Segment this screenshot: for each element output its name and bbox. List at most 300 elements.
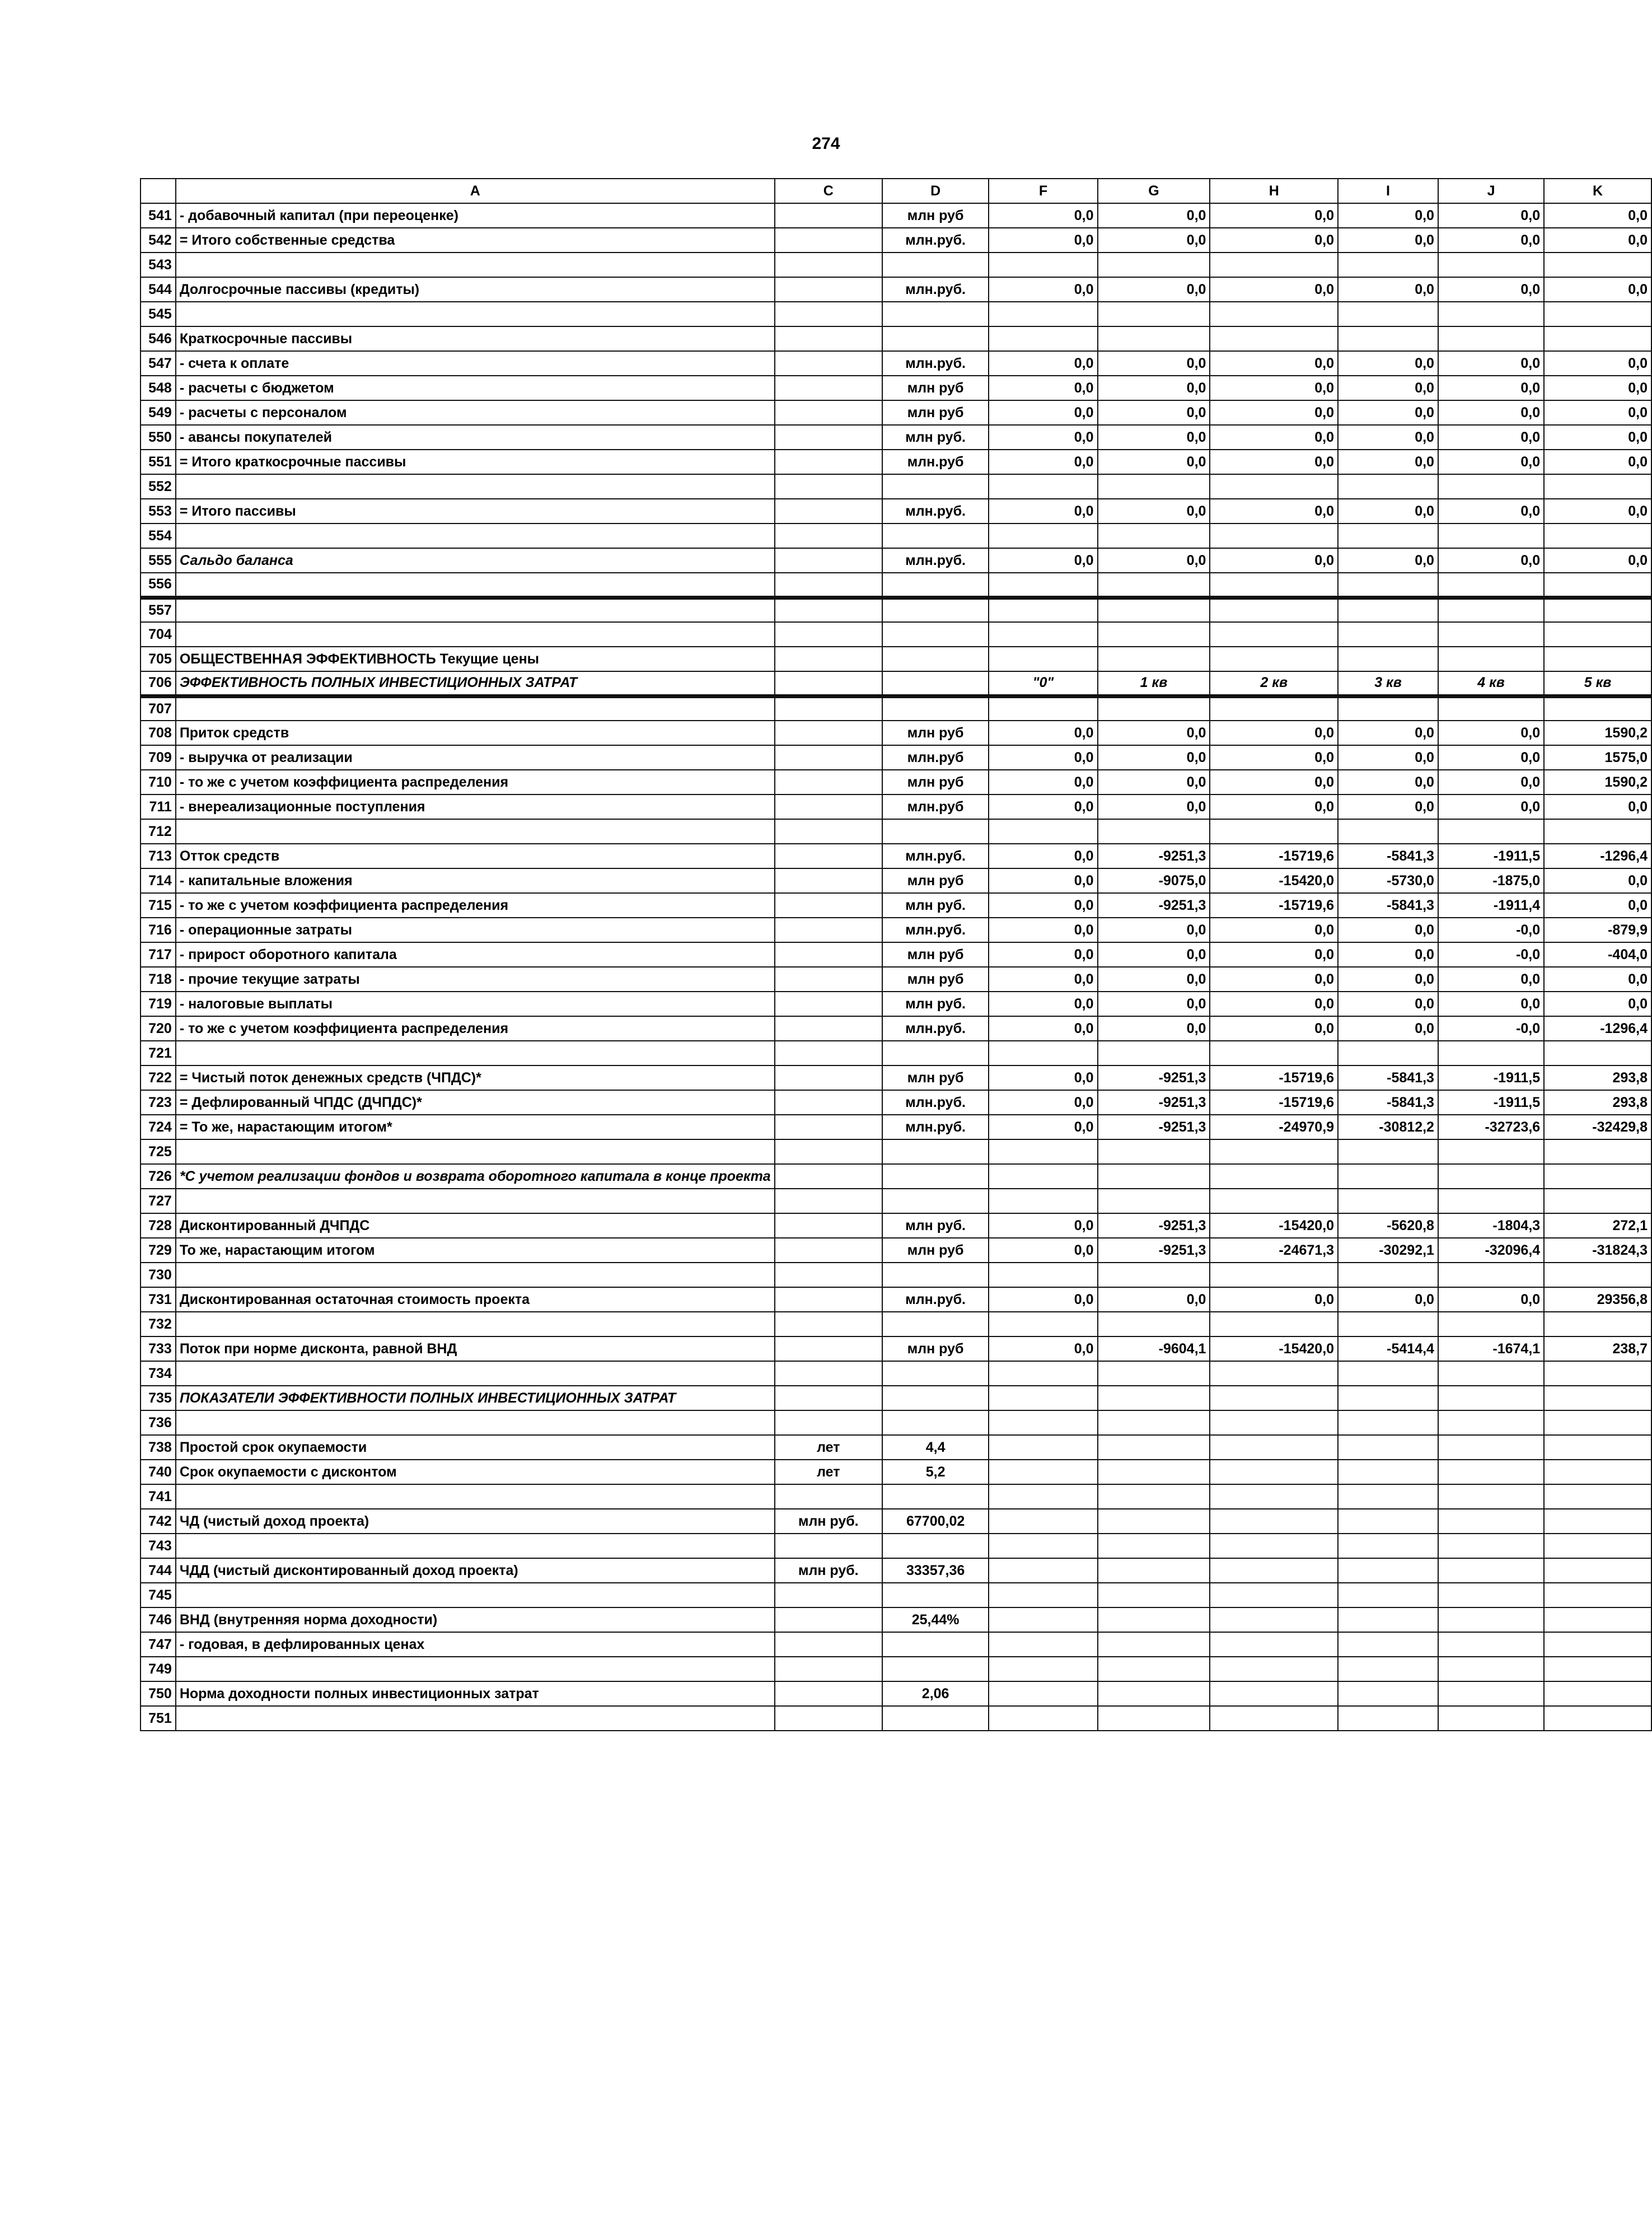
- value-cell-f: [989, 1534, 1097, 1558]
- value-cell-f: 0,0: [989, 1090, 1097, 1115]
- table-row: [141, 1336, 1651, 1361]
- value-cell-g: [1098, 1681, 1210, 1706]
- value-cell-h: [1210, 1484, 1338, 1509]
- value-cell-i: -5414,4: [1338, 1336, 1438, 1361]
- value-cell-k: 293,8: [1544, 1065, 1651, 1090]
- unit-c-cell: [775, 326, 882, 351]
- value-cell-j: 0,0: [1438, 425, 1544, 450]
- row-number: 732: [141, 1312, 176, 1336]
- value-cell-f: [989, 1460, 1097, 1484]
- value-cell-h: 0,0: [1210, 450, 1338, 474]
- value-cell-h: [1210, 1657, 1338, 1681]
- value-cell-i: [1338, 622, 1438, 647]
- value-cell-k: [1544, 1681, 1651, 1706]
- value-cell-g: [1098, 1435, 1210, 1460]
- value-cell-h: [1210, 1706, 1338, 1731]
- value-cell-k: [1544, 524, 1651, 548]
- value-cell-k: [1544, 1139, 1651, 1164]
- value-cell-g: [1098, 696, 1210, 721]
- table-row: [141, 228, 1651, 253]
- unit-c-cell: [775, 819, 882, 844]
- value-cell-j: -1911,5: [1438, 844, 1544, 868]
- value-cell-g: [1098, 1706, 1210, 1731]
- row-number: 544: [141, 277, 176, 302]
- unit-c-cell: [775, 1312, 882, 1336]
- unit-c-cell: [775, 1287, 882, 1312]
- unit-d-cell: [882, 1189, 989, 1213]
- row-number: 545: [141, 302, 176, 326]
- value-cell-f: [989, 1558, 1097, 1583]
- table-row: [141, 1509, 1651, 1534]
- value-cell-k: 0,0: [1544, 794, 1651, 819]
- value-cell-g: 0,0: [1098, 351, 1210, 376]
- row-label: Долгосрочные пассивы (кредиты): [176, 277, 775, 302]
- unit-c-cell: [775, 721, 882, 745]
- value-cell-g: 0,0: [1098, 425, 1210, 450]
- value-cell-j: 0,0: [1438, 992, 1544, 1016]
- row-label: [176, 524, 775, 548]
- table-row: [141, 1484, 1651, 1509]
- value-cell-i: [1338, 1410, 1438, 1435]
- row-label: Поток при норме дисконта, равной ВНД: [176, 1336, 775, 1361]
- value-cell-h: -15420,0: [1210, 868, 1338, 893]
- value-cell-k: [1544, 1435, 1651, 1460]
- value-cell-g: -9251,3: [1098, 1090, 1210, 1115]
- row-label: = Чистый поток денежных средств (ЧПДС)*: [176, 1065, 775, 1090]
- unit-d-cell: [882, 1041, 989, 1065]
- value-cell-i: [1338, 474, 1438, 499]
- value-cell-k: -31824,3: [1544, 1238, 1651, 1263]
- unit-c-cell: [775, 499, 882, 524]
- table-row: [141, 425, 1651, 450]
- value-cell-g: -9251,3: [1098, 844, 1210, 868]
- value-cell-j: -0,0: [1438, 942, 1544, 967]
- value-cell-g: -9251,3: [1098, 1115, 1210, 1139]
- value-cell-h: [1210, 1460, 1338, 1484]
- value-cell-k: 0,0: [1544, 351, 1651, 376]
- value-cell-j: [1438, 1410, 1544, 1435]
- row-label: [176, 1189, 775, 1213]
- row-number: 745: [141, 1583, 176, 1607]
- row-label: - годовая, в дефлированных ценах: [176, 1632, 775, 1657]
- value-cell-h: 0,0: [1210, 228, 1338, 253]
- value-cell-j: [1438, 1632, 1544, 1657]
- value-cell-j: [1438, 1312, 1544, 1336]
- row-label: [176, 253, 775, 277]
- value-cell-j: [1438, 474, 1544, 499]
- value-cell-f: [989, 1139, 1097, 1164]
- row-number: 743: [141, 1534, 176, 1558]
- value-cell-i: [1338, 253, 1438, 277]
- value-cell-j: [1438, 573, 1544, 597]
- value-cell-j: -0,0: [1438, 1016, 1544, 1041]
- row-label: - капитальные вложения: [176, 868, 775, 893]
- row-number: 550: [141, 425, 176, 450]
- value-cell-g: -9075,0: [1098, 868, 1210, 893]
- table-row: [141, 1460, 1651, 1484]
- value-cell-h: 0,0: [1210, 499, 1338, 524]
- value-cell-j: 0,0: [1438, 499, 1544, 524]
- value-cell-j: -1875,0: [1438, 868, 1544, 893]
- value-cell-j: [1438, 1484, 1544, 1509]
- value-cell-h: [1210, 1386, 1338, 1410]
- unit-d-cell: млн.руб: [882, 450, 989, 474]
- row-label: *С учетом реализации фондов и возврата оборотного капитала в конце проекта: [176, 1164, 775, 1189]
- value-cell-k: -404,0: [1544, 942, 1651, 967]
- row-number: 749: [141, 1657, 176, 1681]
- value-cell-k: [1544, 1607, 1651, 1632]
- row-number: 727: [141, 1189, 176, 1213]
- value-cell-i: [1338, 1509, 1438, 1534]
- column-header-f: F: [989, 179, 1097, 203]
- value-cell-g: [1098, 1632, 1210, 1657]
- value-cell-k: 0,0: [1544, 893, 1651, 918]
- row-number: 733: [141, 1336, 176, 1361]
- value-cell-g: [1098, 1657, 1210, 1681]
- unit-c-cell: [775, 474, 882, 499]
- unit-c-cell: [775, 573, 882, 597]
- unit-c-cell: [775, 1607, 882, 1632]
- row-number: 553: [141, 499, 176, 524]
- table-row: [141, 1534, 1651, 1558]
- table-row: [141, 992, 1651, 1016]
- value-cell-i: 0,0: [1338, 1016, 1438, 1041]
- value-cell-h: [1210, 1509, 1338, 1534]
- table-row: [141, 1583, 1651, 1607]
- value-cell-k: 0,0: [1544, 277, 1651, 302]
- value-cell-j: 0,0: [1438, 376, 1544, 400]
- unit-c-cell: [775, 1410, 882, 1435]
- unit-d-cell: млн.руб.: [882, 1090, 989, 1115]
- table-row: [141, 622, 1651, 647]
- value-cell-j: 4 кв: [1438, 671, 1544, 696]
- row-number: 742: [141, 1509, 176, 1534]
- value-cell-k: [1544, 1041, 1651, 1065]
- row-number: 713: [141, 844, 176, 868]
- column-header-k: K: [1544, 179, 1651, 203]
- table-row: [141, 745, 1651, 770]
- row-number: 724: [141, 1115, 176, 1139]
- row-number: 704: [141, 622, 176, 647]
- value-cell-k: [1544, 1386, 1651, 1410]
- value-cell-g: 0,0: [1098, 376, 1210, 400]
- row-label: Приток средств: [176, 721, 775, 745]
- unit-c-cell: [775, 1632, 882, 1657]
- value-cell-h: [1210, 1435, 1338, 1460]
- value-cell-j: 0,0: [1438, 1287, 1544, 1312]
- value-cell-j: -1911,5: [1438, 1090, 1544, 1115]
- value-cell-i: [1338, 1632, 1438, 1657]
- value-cell-k: [1544, 1164, 1651, 1189]
- value-cell-h: [1210, 1312, 1338, 1336]
- row-number: 746: [141, 1607, 176, 1632]
- row-label: ВНД (внутренняя норма доходности): [176, 1607, 775, 1632]
- value-cell-i: 0,0: [1338, 745, 1438, 770]
- value-cell-h: 0,0: [1210, 992, 1338, 1016]
- unit-d-cell: млн руб: [882, 942, 989, 967]
- unit-d-cell: млн.руб.: [882, 351, 989, 376]
- column-header-i: I: [1338, 179, 1438, 203]
- value-cell-h: -15719,6: [1210, 844, 1338, 868]
- value-cell-f: [989, 1657, 1097, 1681]
- unit-d-cell: [882, 1534, 989, 1558]
- table-row: [141, 1361, 1651, 1386]
- value-cell-g: [1098, 1460, 1210, 1484]
- value-cell-g: 0,0: [1098, 548, 1210, 573]
- value-cell-f: 0,0: [989, 1238, 1097, 1263]
- unit-c-cell: [775, 1115, 882, 1139]
- value-cell-k: 0,0: [1544, 228, 1651, 253]
- value-cell-k: 5 кв: [1544, 671, 1651, 696]
- value-cell-g: [1098, 573, 1210, 597]
- row-label: = Итого собственные средства: [176, 228, 775, 253]
- value-cell-j: -0,0: [1438, 918, 1544, 942]
- value-cell-g: [1098, 1139, 1210, 1164]
- value-cell-f: 0,0: [989, 844, 1097, 868]
- unit-d-cell: [882, 474, 989, 499]
- value-cell-g: 0,0: [1098, 918, 1210, 942]
- unit-c-cell: [775, 696, 882, 721]
- table-row: [141, 548, 1651, 573]
- value-cell-f: 0,0: [989, 1016, 1097, 1041]
- unit-c-cell: [775, 1164, 882, 1189]
- unit-c-cell: [775, 868, 882, 893]
- unit-c-cell: [775, 1065, 882, 1090]
- table-row: [141, 868, 1651, 893]
- value-cell-h: [1210, 1534, 1338, 1558]
- unit-d-cell: млн руб: [882, 967, 989, 992]
- value-cell-f: 0,0: [989, 203, 1097, 228]
- value-cell-k: 29356,8: [1544, 1287, 1651, 1312]
- value-cell-f: 0,0: [989, 1115, 1097, 1139]
- value-cell-i: [1338, 1484, 1438, 1509]
- unit-c-cell: [775, 942, 882, 967]
- table-row: [141, 1632, 1651, 1657]
- value-cell-i: 0,0: [1338, 277, 1438, 302]
- value-cell-g: [1098, 1558, 1210, 1583]
- value-cell-h: [1210, 622, 1338, 647]
- value-cell-f: 0,0: [989, 228, 1097, 253]
- row-label: - добавочный капитал (при переоценке): [176, 203, 775, 228]
- value-cell-f: 0,0: [989, 942, 1097, 967]
- row-number: 548: [141, 376, 176, 400]
- value-cell-h: 0,0: [1210, 918, 1338, 942]
- value-cell-h: 2 кв: [1210, 671, 1338, 696]
- value-cell-i: [1338, 573, 1438, 597]
- unit-d-cell: млн руб: [882, 770, 989, 794]
- row-number: 731: [141, 1287, 176, 1312]
- table-row: [141, 474, 1651, 499]
- row-number: 715: [141, 893, 176, 918]
- value-cell-j: [1438, 326, 1544, 351]
- unit-d-cell: млн руб.: [882, 425, 989, 450]
- unit-d-cell: млн руб: [882, 376, 989, 400]
- value-cell-f: [989, 1583, 1097, 1607]
- value-cell-i: [1338, 1189, 1438, 1213]
- value-cell-h: 0,0: [1210, 400, 1338, 425]
- value-cell-j: -1911,5: [1438, 1065, 1544, 1090]
- value-cell-h: [1210, 1583, 1338, 1607]
- row-number: 730: [141, 1263, 176, 1287]
- value-cell-h: [1210, 1164, 1338, 1189]
- value-cell-k: 1590,2: [1544, 721, 1651, 745]
- value-cell-j: [1438, 647, 1544, 671]
- unit-c-cell: [775, 548, 882, 573]
- row-number: 729: [141, 1238, 176, 1263]
- value-cell-g: [1098, 524, 1210, 548]
- table-row: [141, 326, 1651, 351]
- value-cell-i: [1338, 1534, 1438, 1558]
- value-cell-h: [1210, 1632, 1338, 1657]
- unit-c-cell: [775, 671, 882, 696]
- unit-c-cell: [775, 524, 882, 548]
- row-label: Сальдо баланса: [176, 548, 775, 573]
- value-cell-j: [1438, 1583, 1544, 1607]
- column-header-h: H: [1210, 179, 1338, 203]
- value-cell-f: 0,0: [989, 992, 1097, 1016]
- unit-c-cell: [775, 1583, 882, 1607]
- value-cell-g: [1098, 302, 1210, 326]
- value-cell-i: 0,0: [1338, 425, 1438, 450]
- value-cell-g: 0,0: [1098, 203, 1210, 228]
- unit-c-cell: [775, 1706, 882, 1731]
- row-number: 738: [141, 1435, 176, 1460]
- value-cell-i: [1338, 302, 1438, 326]
- value-cell-j: 0,0: [1438, 351, 1544, 376]
- unit-d-cell: [882, 696, 989, 721]
- unit-c-cell: [775, 745, 882, 770]
- value-cell-j: [1438, 622, 1544, 647]
- value-cell-g: 0,0: [1098, 1016, 1210, 1041]
- unit-d-cell: 4,4: [882, 1435, 989, 1460]
- value-cell-i: [1338, 1657, 1438, 1681]
- value-cell-i: -5730,0: [1338, 868, 1438, 893]
- value-cell-g: [1098, 1484, 1210, 1509]
- unit-d-cell: млн руб: [882, 203, 989, 228]
- unit-c-cell: [775, 893, 882, 918]
- value-cell-h: [1210, 647, 1338, 671]
- table-row: [141, 203, 1651, 228]
- table-row: [141, 696, 1651, 721]
- value-cell-i: [1338, 1706, 1438, 1731]
- value-cell-g: 0,0: [1098, 942, 1210, 967]
- unit-c-cell: [775, 1657, 882, 1681]
- column-header-row: [141, 179, 1651, 203]
- value-cell-k: 0,0: [1544, 425, 1651, 450]
- value-cell-i: [1338, 1558, 1438, 1583]
- value-cell-k: [1544, 1312, 1651, 1336]
- value-cell-f: [989, 597, 1097, 622]
- value-cell-k: 293,8: [1544, 1090, 1651, 1115]
- value-cell-i: [1338, 1607, 1438, 1632]
- value-cell-k: [1544, 1558, 1651, 1583]
- table-row: [141, 1287, 1651, 1312]
- value-cell-h: [1210, 1263, 1338, 1287]
- value-cell-f: 0,0: [989, 1213, 1097, 1238]
- value-cell-i: 0,0: [1338, 942, 1438, 967]
- row-number: 711: [141, 794, 176, 819]
- table-row: [141, 499, 1651, 524]
- table-row: [141, 1558, 1651, 1583]
- table-row: [141, 794, 1651, 819]
- value-cell-g: -9251,3: [1098, 1238, 1210, 1263]
- unit-d-cell: 5,2: [882, 1460, 989, 1484]
- row-label: [176, 622, 775, 647]
- value-cell-f: [989, 302, 1097, 326]
- row-number: 735: [141, 1386, 176, 1410]
- row-label: [176, 302, 775, 326]
- value-cell-g: 0,0: [1098, 450, 1210, 474]
- value-cell-i: [1338, 1041, 1438, 1065]
- value-cell-i: 0,0: [1338, 992, 1438, 1016]
- row-number: 714: [141, 868, 176, 893]
- unit-c-cell: лет: [775, 1460, 882, 1484]
- row-number: 705: [141, 647, 176, 671]
- value-cell-j: [1438, 1361, 1544, 1386]
- row-label: - прирост оборотного капитала: [176, 942, 775, 967]
- value-cell-g: 0,0: [1098, 794, 1210, 819]
- value-cell-k: 0,0: [1544, 548, 1651, 573]
- row-number: 554: [141, 524, 176, 548]
- value-cell-k: 0,0: [1544, 499, 1651, 524]
- value-cell-g: [1098, 1583, 1210, 1607]
- value-cell-f: [989, 253, 1097, 277]
- row-number: 549: [141, 400, 176, 425]
- value-cell-k: [1544, 622, 1651, 647]
- value-cell-j: 0,0: [1438, 745, 1544, 770]
- unit-c-cell: [775, 1361, 882, 1386]
- value-cell-f: "0": [989, 671, 1097, 696]
- spreadsheet-body: [141, 179, 1651, 1731]
- value-cell-k: 0,0: [1544, 450, 1651, 474]
- value-cell-j: 0,0: [1438, 548, 1544, 573]
- row-label: [176, 1484, 775, 1509]
- value-cell-j: [1438, 1139, 1544, 1164]
- table-row: [141, 967, 1651, 992]
- row-number: 725: [141, 1139, 176, 1164]
- table-row: [141, 844, 1651, 868]
- table-row: [141, 770, 1651, 794]
- value-cell-f: 0,0: [989, 770, 1097, 794]
- value-cell-f: [989, 1509, 1097, 1534]
- value-cell-g: [1098, 253, 1210, 277]
- table-row: [141, 400, 1651, 425]
- unit-d-cell: млн руб: [882, 1238, 989, 1263]
- value-cell-j: [1438, 1558, 1544, 1583]
- value-cell-f: 0,0: [989, 893, 1097, 918]
- row-label: [176, 1263, 775, 1287]
- value-cell-g: -9251,3: [1098, 1065, 1210, 1090]
- value-cell-f: 0,0: [989, 918, 1097, 942]
- value-cell-g: -9251,3: [1098, 1213, 1210, 1238]
- unit-c-cell: [775, 967, 882, 992]
- table-row: [141, 671, 1651, 696]
- value-cell-f: 0,0: [989, 1065, 1097, 1090]
- value-cell-j: -32723,6: [1438, 1115, 1544, 1139]
- row-label: Дисконтированная остаточная стоимость проекта: [176, 1287, 775, 1312]
- value-cell-j: [1438, 1534, 1544, 1558]
- row-number: 555: [141, 548, 176, 573]
- value-cell-g: -9604,1: [1098, 1336, 1210, 1361]
- value-cell-j: 0,0: [1438, 450, 1544, 474]
- value-cell-f: 0,0: [989, 277, 1097, 302]
- value-cell-g: [1098, 1386, 1210, 1410]
- value-cell-f: [989, 1041, 1097, 1065]
- unit-c-cell: [775, 1139, 882, 1164]
- row-number: 541: [141, 203, 176, 228]
- value-cell-i: 0,0: [1338, 918, 1438, 942]
- value-cell-g: [1098, 1607, 1210, 1632]
